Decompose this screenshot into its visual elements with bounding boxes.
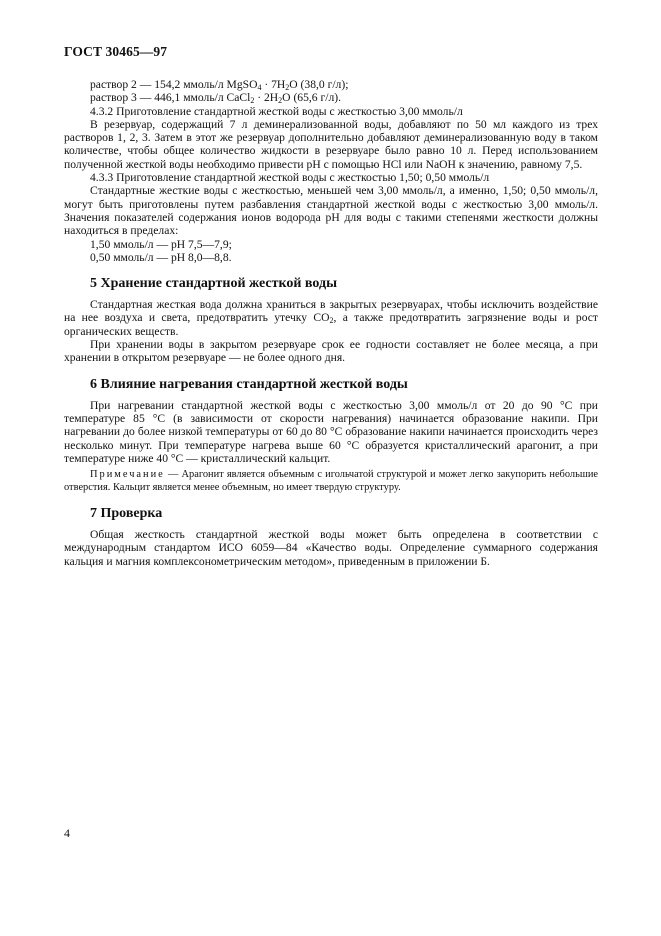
solution-3-text: раствор 3 — 446,1 ммоль/л CaCl xyxy=(90,91,251,105)
solution-3-text: · 2H xyxy=(254,91,279,105)
document-header: ГОСТ 30465—97 xyxy=(64,44,168,59)
subscript: 2 xyxy=(285,83,290,92)
section-5-text: , а также предотвратить загрязнение воды и рост органических веществ. xyxy=(64,311,598,338)
subsection-433-text: Стандартные жесткие воды с жесткостью, меньшей чем 3,00 ммоль/л, а именно, 1,50; 0,50 ммоль/л, могут быть приготовлены путем разбавления стандартной жесткой воды с жесткостью 3,00 ммоль/л. Значения показателей содержания ионов водорода pH для воды с такими степенями жесткости должны находиться в пределах: xyxy=(64,184,598,238)
subscript: 2 xyxy=(250,96,255,106)
section-5-paragraph-1 xyxy=(64,298,598,338)
section-7-paragraph-1: Общая жесткость стандартной жесткой воды может быть определена в соответствии с международным стандартом ИСО 6059—84 «Качество воды. Определение суммарного содержания кальция и магния комплексонометрическим методом», приведенным в приложении Б. xyxy=(64,527,598,568)
subsection-433-heading: 4.3.3 Приготовление стандартной жесткой воды с жесткостью 1,50; 0,50 ммоль/л xyxy=(90,171,490,185)
section-6-title: 6 Влияние нагревания стандартной жесткой воды xyxy=(90,376,408,392)
subscript: 2 xyxy=(329,316,334,326)
solution-2-text: O (38,0 г/л); xyxy=(289,78,349,91)
solution-2-text: · 7H xyxy=(261,78,286,91)
page-number: 4 xyxy=(64,826,70,840)
subsection-432-heading: 4.3.2 Приготовление стандартной жесткой воды с жесткостью 3,00 ммоль/л xyxy=(90,104,463,118)
section-5-text: Стандартная жесткая вода должна храниться в закрытых резервуарах, чтобы исключить воздействие на нее воздуха и света, предотвратить утечку CO xyxy=(64,298,598,325)
section-5-title: 5 Хранение стандартной жесткой воды xyxy=(90,276,338,292)
solution-2-line xyxy=(64,78,598,91)
subsection-432-text: В резервуар, содержащий 7 л деминерализованной воды, добавляют по 50 мл каждого из трех растворов 1, 2, 3. Затем в этот же резервуар дополнительно добавляют деминерализованную воду в таком количестве, чтобы общее количество жидкости в резервуаре было равно 10 л. Перед использованием полученной жесткой воды необходимо привести pH с помощью HCl или NaOH к значению, равному 7,5. xyxy=(64,117,598,171)
solution-3-text: O (65,6 г/л). xyxy=(282,91,342,105)
solution-2-text: раствор 2 — 154,2 ммоль/л MgSO xyxy=(90,78,258,91)
ph-range-1: 1,50 ммоль/л — pH 7,5—7,9; xyxy=(90,237,232,251)
section-7-title: 7 Проверка xyxy=(90,505,163,521)
document-body xyxy=(64,78,598,568)
subscript: 2 xyxy=(278,96,283,106)
note-text: — Арагонит является объемным с игольчатой структурой и может легко закупорить небольшие отверстия. Кальцит является менее объемным, но имеет твердую структуру. xyxy=(64,469,598,493)
solution-3-line xyxy=(64,91,598,104)
section-6-paragraph-1: При нагревании стандартной жесткой воды с жесткостью 3,00 ммоль/л от 20 до 90 °С при температуре 85 °С (в зависимости от скорости нагревания) начинается образование накипи. При нагревании до более низкой температуры от 60 до 80 °С образование накипи начинается происходить через несколько минут. При температуре нагрева выше 60 °С образуется кристаллический арагонит, а при температуре ниже 40 °С — кристаллический кальцит. xyxy=(64,398,598,465)
section-6-note xyxy=(64,469,598,494)
subscript: 4 xyxy=(257,83,262,92)
section-5-paragraph-2: При хранении воды в закрытом резервуаре срок ее годности составляет не более месяца, а при хранении в открытом резервуаре — не более одного дня. xyxy=(64,338,598,365)
note-label: Примечание xyxy=(90,469,165,481)
ph-range-2: 0,50 ммоль/л — pH 8,0—8,8. xyxy=(90,250,232,264)
